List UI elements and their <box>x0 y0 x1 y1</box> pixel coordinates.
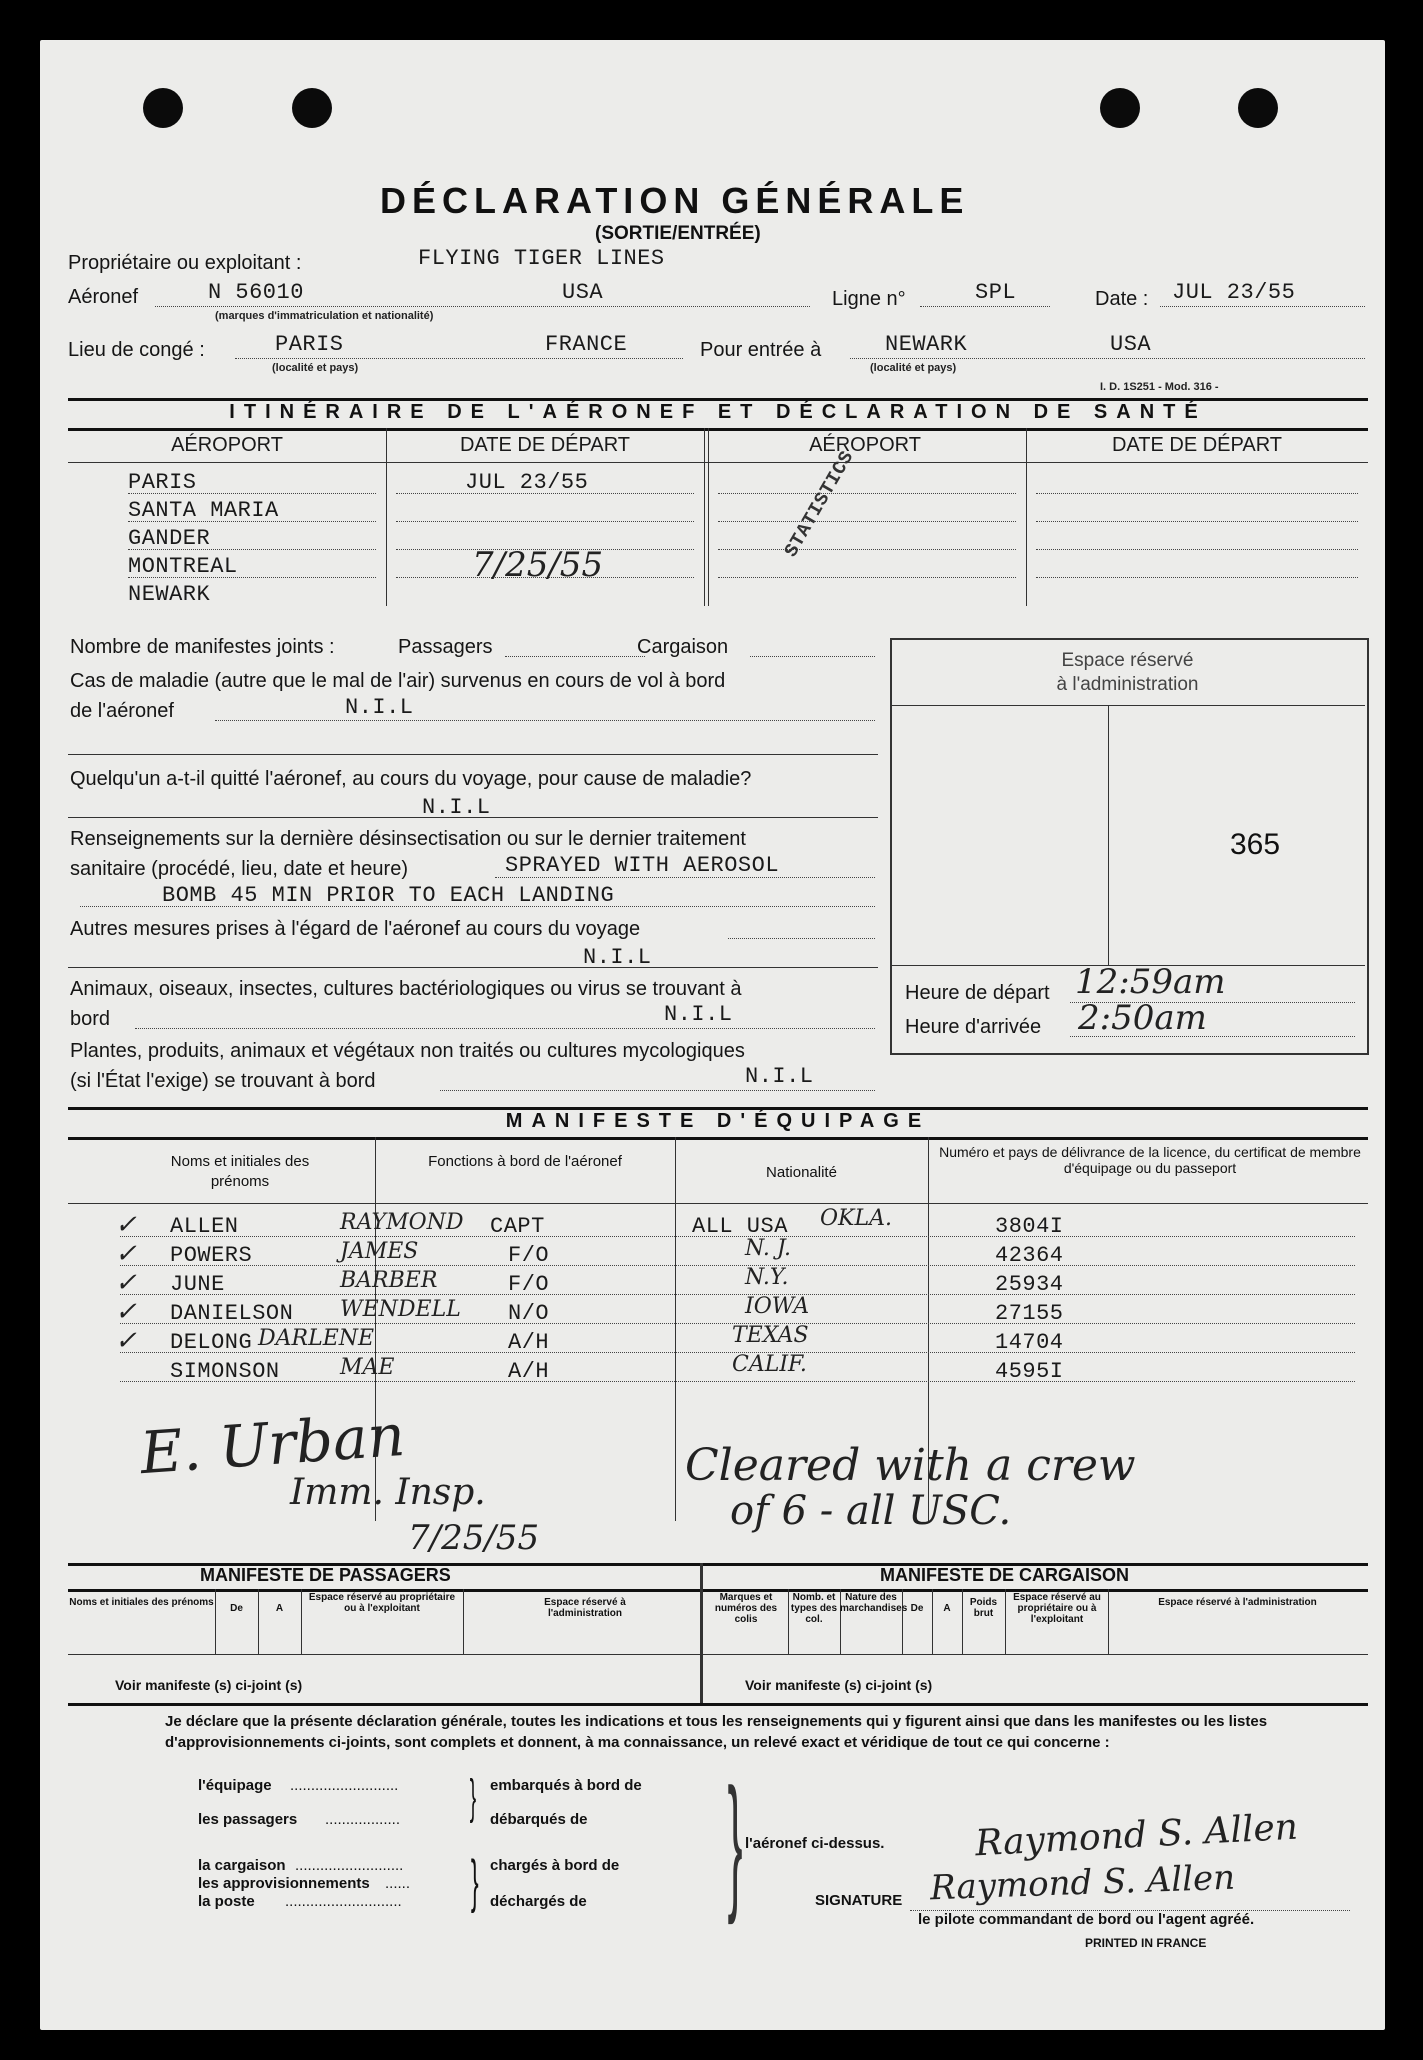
col-cargo-a: A <box>943 1603 951 1614</box>
col-pass-name: Noms et initiales des prénoms <box>69 1597 214 1608</box>
signature-label: SIGNATURE <box>815 1892 903 1909</box>
form-sheet <box>40 40 1385 2030</box>
autres-value: N.I.L <box>583 945 652 970</box>
rule <box>68 1654 1368 1655</box>
conge-line <box>235 358 683 359</box>
punch-hole <box>1238 88 1278 128</box>
crew-name: POWERS <box>170 1243 253 1268</box>
rule <box>120 1294 1355 1295</box>
rule <box>386 428 387 606</box>
decl-cargaison: la cargaison <box>198 1857 286 1874</box>
ligne-value: SPL <box>975 280 1017 305</box>
crew-state: OKLA. <box>820 1206 892 1231</box>
aeronef-value: N 56010 <box>208 280 304 305</box>
aeronef-line <box>155 306 810 307</box>
ligne-label: Ligne n° <box>832 288 906 310</box>
proprietaire-label: Propriétaire ou exploitant : <box>68 252 302 274</box>
animaux-label: Animaux, oiseaux, insectes, cultures bactériologiques ou virus se trouvant à <box>70 978 742 1000</box>
conge-label: Lieu de congé : <box>68 339 205 361</box>
rule <box>68 462 1368 463</box>
rule <box>495 877 875 878</box>
desinsect-label-2: sanitaire (procédé, lieu, date et heure) <box>70 858 408 880</box>
rule <box>675 1137 676 1521</box>
rule <box>700 1563 703 1703</box>
rule <box>1070 1036 1355 1037</box>
inspector-signature: E. Urban <box>137 1400 407 1488</box>
check-mark: ✓ <box>115 1326 137 1356</box>
dots: ............................ <box>285 1893 402 1910</box>
entree-city: NEWARK <box>885 332 968 357</box>
col-cargo-poids: Poids brut <box>969 1597 998 1619</box>
rule <box>301 1589 302 1654</box>
cargo-voir: Voir manifeste (s) ci-joint (s) <box>745 1677 933 1693</box>
equipage-banner: MANIFESTE D'ÉQUIPAGE <box>505 1110 931 1132</box>
crew-state: IOWA <box>745 1294 810 1319</box>
check-mark: ✓ <box>115 1210 137 1240</box>
maladie-label-2: de l'aéronef <box>70 700 174 722</box>
crew-licence: 4595I <box>995 1359 1064 1384</box>
rule <box>505 656 645 657</box>
desinsect-label: Renseignements sur la dernière désinsectisation ou sur le dernier traitement <box>70 828 746 850</box>
form-subtitle: (SORTIE/ENTRÉE) <box>595 223 761 244</box>
rule <box>902 1589 903 1654</box>
dots: ...... <box>385 1875 411 1892</box>
rule <box>1108 705 1109 965</box>
decl-passagers: les passagers <box>198 1811 298 1828</box>
rule <box>932 1589 933 1654</box>
rule <box>68 1137 1368 1140</box>
dots: .......................... <box>295 1857 404 1874</box>
crew-function: F/O <box>508 1243 550 1268</box>
col-cargo-espace-admin: Espace réservé à l'administration <box>1158 1597 1317 1608</box>
autres-label: Autres mesures prises à l'égard de l'aéronef au cours du voyage <box>70 918 641 940</box>
form-id: I. D. 1S251 - Mod. 316 - <box>1100 381 1219 393</box>
pilote-label: le pilote commandant de bord ou l'agent agréé. <box>918 1911 1255 1928</box>
rule <box>892 705 1365 706</box>
crew-licence: 25934 <box>995 1272 1064 1297</box>
crew-firstname: BARBER <box>340 1268 438 1293</box>
col-cargo-nomb: Nomb. et types des col. <box>790 1592 838 1625</box>
decl-aeronef: l'aéronef ci-dessus. <box>745 1835 885 1852</box>
crew-function: F/O <box>508 1272 550 1297</box>
rule <box>1036 549 1358 550</box>
rule <box>68 967 878 968</box>
proprietaire-value: FLYING TIGER LINES <box>418 246 665 271</box>
col-cargo-marques: Marques et numéros des colis <box>714 1592 778 1625</box>
col-date-2: DATE DE DÉPART <box>1111 434 1283 456</box>
crew-state: TEXAS <box>732 1323 809 1348</box>
check-mark: ✓ <box>115 1297 137 1327</box>
crew-cleared-note: Cleared with a crew <box>685 1440 1136 1491</box>
rule <box>704 428 705 606</box>
depart-date-2: 7/25/55 <box>472 545 604 585</box>
rule <box>1108 1589 1109 1654</box>
rule <box>68 754 878 755</box>
plantes-value: N.I.L <box>745 1064 814 1089</box>
arrivee-time-value: 2:50am <box>1078 998 1207 1038</box>
entree-line <box>850 358 1365 359</box>
crew-state: CALIF. <box>732 1352 807 1377</box>
rule <box>718 493 1016 494</box>
admin-label-2: à l'administration <box>1056 674 1199 695</box>
col-crew-licence: Numéro et pays de délivrance de la licence, du certificat de membre d'équipage ou du passeport <box>939 1144 1361 1176</box>
entree-label: Pour entrée à <box>700 339 822 361</box>
entree-note: (localité et pays) <box>870 362 957 374</box>
dots: .......................... <box>290 1777 399 1794</box>
animaux-label-2: bord <box>70 1008 111 1030</box>
rule <box>215 1589 216 1654</box>
rule <box>258 1589 259 1654</box>
decl-poste: la poste <box>198 1893 255 1910</box>
punch-hole <box>143 88 183 128</box>
col-crew-nationality: Nationalité <box>766 1164 837 1181</box>
crew-licence: 14704 <box>995 1330 1064 1355</box>
cargaison-banner: MANIFESTE DE CARGAISON <box>880 1565 1130 1585</box>
date-line <box>1160 306 1365 307</box>
col-cargo-nature: Nature des marchandises <box>840 1592 908 1614</box>
conge-country: FRANCE <box>545 332 628 357</box>
crew-function: CAPT <box>490 1214 545 1239</box>
decl-charges: chargés à bord de <box>490 1857 620 1874</box>
maladie-value: N.I.L <box>345 695 414 720</box>
decl-embarques: embarqués à bord de <box>490 1777 642 1794</box>
check-mark: ✓ <box>115 1268 137 1298</box>
rule <box>463 1589 464 1654</box>
check-mark: ✓ <box>115 1239 137 1269</box>
passagers-label: Passagers <box>398 636 493 658</box>
col-date-1: DATE DE DÉPART <box>459 434 631 456</box>
form-title: DÉCLARATION GÉNÉRALE <box>380 180 970 221</box>
crew-licence: 27155 <box>995 1301 1064 1326</box>
depart-date-1: JUL 23/55 <box>465 470 589 495</box>
animaux-value: N.I.L <box>664 1002 733 1027</box>
brace: } <box>470 1849 479 1914</box>
decl-debarques: débarqués de <box>490 1811 588 1828</box>
crew-name: SIMONSON <box>170 1359 280 1384</box>
date-value: JUL 23/55 <box>1172 280 1296 305</box>
col-airport-1: AÉROPORT <box>171 434 283 456</box>
rule <box>396 521 694 522</box>
quitte-label: Quelqu'un a-t-il quitté l'aéronef, au cours du voyage, pour cause de maladie? <box>70 768 752 790</box>
aeronef-label: Aéronef <box>68 286 139 308</box>
rule <box>68 1703 1368 1706</box>
crew-function: A/H <box>508 1359 550 1384</box>
aeronef-note: (marques d'immatriculation et nationalité) <box>215 310 434 322</box>
rule <box>718 577 1016 578</box>
cargaison-label: Cargaison <box>637 636 729 658</box>
rule <box>1005 1589 1006 1654</box>
rule <box>1036 493 1358 494</box>
rule <box>1036 521 1358 522</box>
punch-hole <box>292 88 332 128</box>
rule <box>120 1265 1355 1266</box>
punch-hole <box>1100 88 1140 128</box>
admin-number: 365 <box>1230 828 1281 861</box>
rule <box>68 1203 1368 1204</box>
airport-1: PARIS <box>128 470 197 495</box>
airport-4: MONTREAL <box>128 554 238 579</box>
rule <box>718 549 1016 550</box>
rule <box>135 1028 875 1029</box>
crew-firstname: JAMES <box>340 1239 419 1264</box>
crew-state: N.Y. <box>745 1265 789 1290</box>
admin-label: Espace réservé <box>1061 650 1194 671</box>
rule <box>1036 577 1358 578</box>
airport-5: NEWARK <box>128 582 211 607</box>
conge-city: PARIS <box>275 332 344 357</box>
brace: } <box>727 1757 743 1925</box>
crew-function: A/H <box>508 1330 550 1355</box>
crew-function: N/O <box>508 1301 550 1326</box>
desinsect-value: SPRAYED WITH AEROSOL <box>505 853 780 878</box>
date-label: Date : <box>1095 288 1149 310</box>
depart-time-value: 12:59am <box>1075 962 1226 1002</box>
crew-firstname: MAE <box>340 1355 395 1380</box>
crew-name: DELONG <box>170 1330 253 1355</box>
printed-in-france: PRINTED IN FRANCE <box>1085 1936 1207 1950</box>
rule <box>728 938 875 939</box>
crew-name: JUNE <box>170 1272 225 1297</box>
inspector-title: Imm. Insp. <box>290 1472 486 1513</box>
decl-approvisionnements: les approvisionnements <box>198 1875 370 1892</box>
col-pass-espace-prop: Espace réservé au propriétaire ou à l'exploitant <box>308 1592 456 1614</box>
crew-firstname: RAYMOND <box>340 1210 464 1235</box>
crew-licence: 3804I <box>995 1214 1064 1239</box>
crew-state: N. J. <box>745 1236 791 1261</box>
rule <box>120 1381 1355 1382</box>
maladie-label: Cas de maladie (autre que le mal de l'air) survenus en cours de vol à bord <box>70 670 726 692</box>
crew-licence: 42364 <box>995 1243 1064 1268</box>
rule <box>708 428 709 606</box>
crew-nationality: ALL USA <box>692 1214 788 1239</box>
pilot-signature: Raymond S. Allen <box>974 1806 1299 1865</box>
airport-3: GANDER <box>128 526 211 551</box>
rule <box>68 428 1368 431</box>
conge-note: (localité et pays) <box>272 362 359 374</box>
crew-firstname: WENDELL <box>340 1297 461 1322</box>
manifestes-label: Nombre de manifestes joints : <box>70 636 335 658</box>
pass-voir: Voir manifeste (s) ci-joint (s) <box>115 1677 303 1693</box>
entree-country: USA <box>1110 332 1152 357</box>
rule <box>215 720 875 721</box>
statistics-stamp: STATISTICS <box>780 446 859 561</box>
aeronef-country: USA <box>562 280 604 305</box>
depart-time-label: Heure de départ <box>905 982 1050 1004</box>
airport-2: SANTA MARIA <box>128 498 279 523</box>
crew-name: ALLEN <box>170 1214 239 1239</box>
itineraire-banner: ITINÉRAIRE DE L'AÉRONEF ET DÉCLARATION DE SANTÉ <box>229 401 1207 423</box>
arrivee-time-label: Heure d'arrivée <box>905 1016 1042 1038</box>
col-crew-function: Fonctions à bord de l'aéronef <box>428 1153 622 1170</box>
col-cargo-espace-prop: Espace réservé au propriétaire ou à l'exploitant <box>1013 1592 1101 1625</box>
col-cargo-de: De <box>910 1603 924 1614</box>
declaration-text: Je déclare que la présente déclaration générale, toutes les indications et tous les renseignements qui y figurent ainsi que dans les manifestes ou les listes d'approvisionnements ci-joints, sont complets et donnent, à ma connaissance, un relevé exact et véridique de tout ce qui concerne : <box>165 1713 1268 1751</box>
ligne-line <box>920 306 1050 307</box>
decl-decharges: déchargés de <box>490 1893 587 1910</box>
desinsect-value-2: BOMB 45 MIN PRIOR TO EACH LANDING <box>162 883 615 908</box>
rule <box>718 521 1016 522</box>
rule <box>68 817 878 818</box>
rule <box>80 906 875 907</box>
col-pass-a: A <box>275 1603 284 1614</box>
crew-firstname: DARLENE <box>258 1326 375 1351</box>
decl-equipage: l'équipage <box>198 1777 272 1794</box>
brace: } <box>469 1771 477 1824</box>
inspector-date: 7/25/55 <box>408 1518 540 1558</box>
col-pass-de: De <box>230 1603 243 1614</box>
dots: .................. <box>325 1811 401 1828</box>
quitte-value: N.I.L <box>422 795 491 820</box>
plantes-label: Plantes, produits, animaux et végétaux non traités ou cultures mycologiques <box>70 1040 745 1062</box>
rule <box>750 656 875 657</box>
col-airport-2: AÉROPORT <box>809 434 921 456</box>
col-pass-espace-admin: Espace réservé à l'administration <box>544 1597 626 1619</box>
rule <box>440 1090 875 1091</box>
col-crew-name: Noms et initiales des prénoms <box>170 1153 310 1190</box>
rule <box>1026 428 1027 606</box>
plantes-label-2: (si l'État l'exige) se trouvant à bord <box>70 1070 376 1092</box>
pilot-signature-2: Raymond S. Allen <box>929 1857 1236 1909</box>
crew-cleared-note-2: of 6 - all USC. <box>730 1488 1012 1534</box>
passagers-banner: MANIFESTE DE PASSAGERS <box>200 1565 451 1585</box>
crew-name: DANIELSON <box>170 1301 294 1326</box>
